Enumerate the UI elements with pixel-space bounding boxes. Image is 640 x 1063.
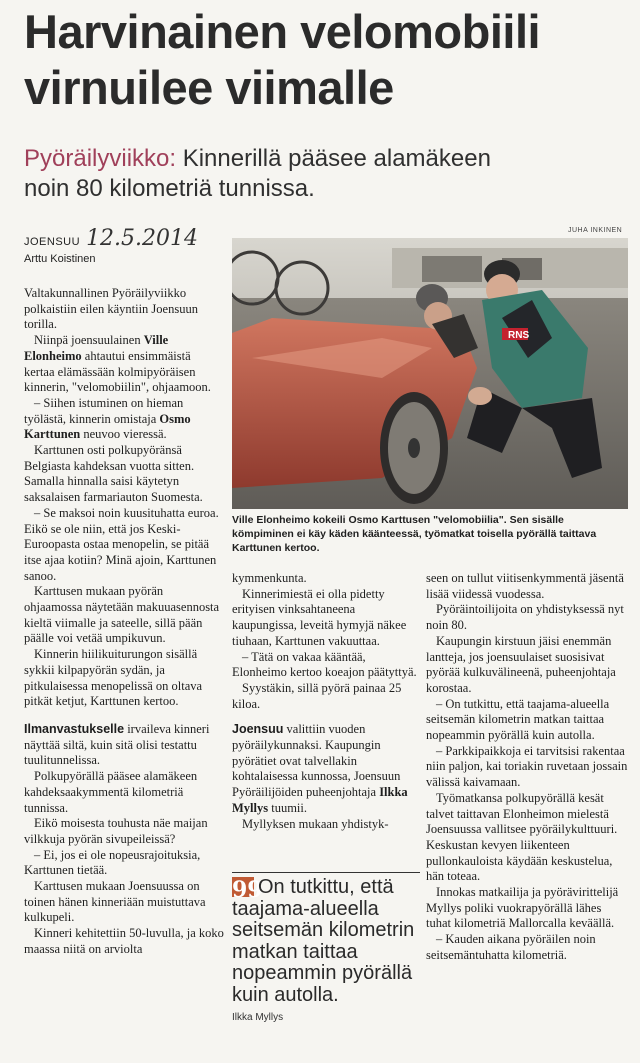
pull-quote-text: On tutkittu, että taajama-alueella seitsemän kilometrin matkan taittaa nopeammin pyörällä kuin autolla.: [232, 876, 415, 1006]
paragraph: Polkupyörällä pääsee alamäkeen kahdeksaakymmentä kilometriä tunnissa.: [24, 769, 198, 815]
article-column-3: [426, 571, 628, 964]
byline: [24, 226, 224, 265]
author-name: Arttu Koistinen: [24, 253, 96, 265]
dateline-location: JOENSUU: [24, 236, 81, 248]
paragraph: Valtakunnallinen Pyöräilyviikko polkaistiin eilen käyntiin Joensuun torilla.: [24, 286, 198, 332]
paragraph: kymmenkunta.: [232, 571, 307, 585]
paragraph: – On tutkittu, että taajama-alueella seitsemän kilometrin matkan taittaa nopeammin pyörällä kuin autolla.: [426, 696, 610, 743]
pull-quote: [232, 872, 420, 1023]
deck-line-2: noin 80 kilometriä tunnissa.: [24, 175, 315, 202]
paragraph: – Ei, jos ei ole nopeusrajoituksia, Karttunen tietää.: [24, 847, 201, 878]
paragraph: – Tätä on vakaa kääntää, Elonheimo kertoo koeajon päätyttyä.: [232, 649, 417, 680]
deck-kicker: Pyöräilyviikko:: [24, 145, 177, 172]
person-name: Osmo Karttunen: [24, 411, 191, 442]
handwritten-date: 12.5.2014: [86, 226, 199, 251]
article-column-1: [24, 286, 224, 958]
paragraph: – Se maksoi noin kuusituhatta euroa. Eikö se ole niin, että jos Keski-Euroopasta ostaa menopelin, se pitää itse ajaa kotiin? Minä ajoin, Karttunen sanoo.: [24, 505, 219, 583]
deck-line-1: Kinnerillä pääsee alamäkeen: [176, 145, 491, 172]
paragraph: Ilmanvastukselle irvaileva kinneri näyttää siltä, kuin sitä olisi testattu tuulitunnelissa.: [24, 721, 210, 768]
paragraph: Työmatkansa polkupyörällä kesät talvet taittavan Elonheimon mielestä Joensuussa vallitsee pyöräilykulttuuri. Keskustan kevyen liikenteen pullonkauloista käydään keskustelua, hän toteaa.: [426, 790, 618, 884]
paragraph: Eikö moisesta touhusta näe maijan vilkkuja pyörän sivupeileissä?: [24, 816, 208, 846]
paragraph: – Kauden aikana pyöräilen noin seitsemäntuhatta kilometriä.: [426, 932, 596, 962]
photo-caption: Ville Elonheimo kokeili Osmo Karttusen "velomobiilia". Sen sisälle kömpiminen ei käy käden käänteessä, työmatkat toisella pyörällä taittava Karttunen kertoo.: [232, 514, 597, 554]
paragraph: Innokas matkailija ja pyörävirittelijä Myllys poliki vuokrapyörällä lähes tuhat kilometriä Mallorcalla keväällä.: [426, 885, 619, 931]
paragraph: Pyöräintoilijoita on yhdistyksessä nyt noin 80.: [426, 602, 624, 633]
paragraph: Myllyksen mukaan yhdistyk-: [242, 816, 389, 831]
jersey-print: RNS: [508, 330, 530, 341]
paragraph: Kinneri kehitettiin 50-luvulla, ja koko maassa niitä on arviolta: [24, 926, 224, 956]
paragraph: Kaupungin kirstuun jäisi enemmän lantteja, jos joensuulaiset suosisivat pyörää kulkuvälineenä, puheenjohtaja korostaa.: [426, 633, 616, 695]
paragraph: seen on tullut viitisenkymmentä jäsentä lisää viidessä vuodessa.: [426, 571, 624, 601]
paragraph: Kinnerimiestä ei olla pidetty erityisen vinksahtaneena kaupungissa, leveitä hymyjä näkee tiuhaan, Karttunen vakuuttaa.: [232, 586, 407, 648]
paragraph: Niinpä joensuulainen Ville Elonheimo ahtautui ensimmäistä kertaa elämässään kolmipyöräisen kinnerin, "velomobiilin", ohjaamoon.: [24, 333, 211, 395]
subhead-lead: Joensuu: [232, 722, 284, 737]
article-deck: [24, 144, 624, 204]
paragraph: Karttusen mukaan pyörän ohjaamossa näytetään makuuasennosta kieltä viimalle ja sateelle, sillä pään päälle voi vetää umpikuvun.: [24, 584, 220, 646]
paragraph: Syystäkin, sillä pyörä painaa 25 kiloa.: [232, 680, 402, 711]
headline-line-1: Harvinainen velomobiili: [24, 5, 541, 58]
velomobile-photo: [232, 238, 628, 509]
paragraph: – Siihen istuminen on hieman työlästä, kinnerin omistaja Osmo Karttunen neuvoo vieressä.: [24, 395, 191, 442]
person-name: Ilkka Myllys: [232, 785, 408, 815]
subhead-lead: Ilmanvastukselle: [24, 721, 125, 736]
person-name: Ville Elonheimo: [24, 333, 169, 363]
paragraph: Karttunen osti polkupyöränsä Belgiasta kahdeksan vuotta sitten. Samalla hinnalla saisi käytetyn saksalaisen farmariauton Suomesta.: [24, 443, 203, 505]
paragraph: – Parkkipaikkoja ei tarvitsisi rakentaa niin paljon, kai toriakin ruvetaan jossain välissä kaivamaan.: [426, 743, 628, 790]
quote-mark-icon: 99: [232, 877, 263, 903]
pull-quote-source: Ilkka Myllys: [232, 1012, 284, 1023]
headline-line-2: virnuilee viimalle: [24, 61, 394, 114]
paragraph: Karttusen mukaan Joensuussa on toinen hänen kinneriään muistuttava kulkupeli.: [24, 879, 206, 925]
article-column-2: [232, 571, 420, 832]
photo-credit: JUHA INKINEN: [568, 227, 623, 234]
paragraph: Joensuu valittiin vuoden pyöräilykunnaksi. Kaupungin pyörätiet ovat talvellakin kohtalaisessa kunnossa, Joensuun Pyöräilijöiden puheenjohtaja Ilkka Myllys tuumii.: [232, 722, 408, 815]
paragraph: Kinnerin hiilikuiturungon sisällä sykkii kilpapyörän sydän, ja pitkulaisessa menopelissä on oltava pitkät ketjut, Karttunen kertoo.: [24, 647, 203, 709]
article-photo: [232, 238, 628, 509]
article-headline: [24, 4, 624, 116]
